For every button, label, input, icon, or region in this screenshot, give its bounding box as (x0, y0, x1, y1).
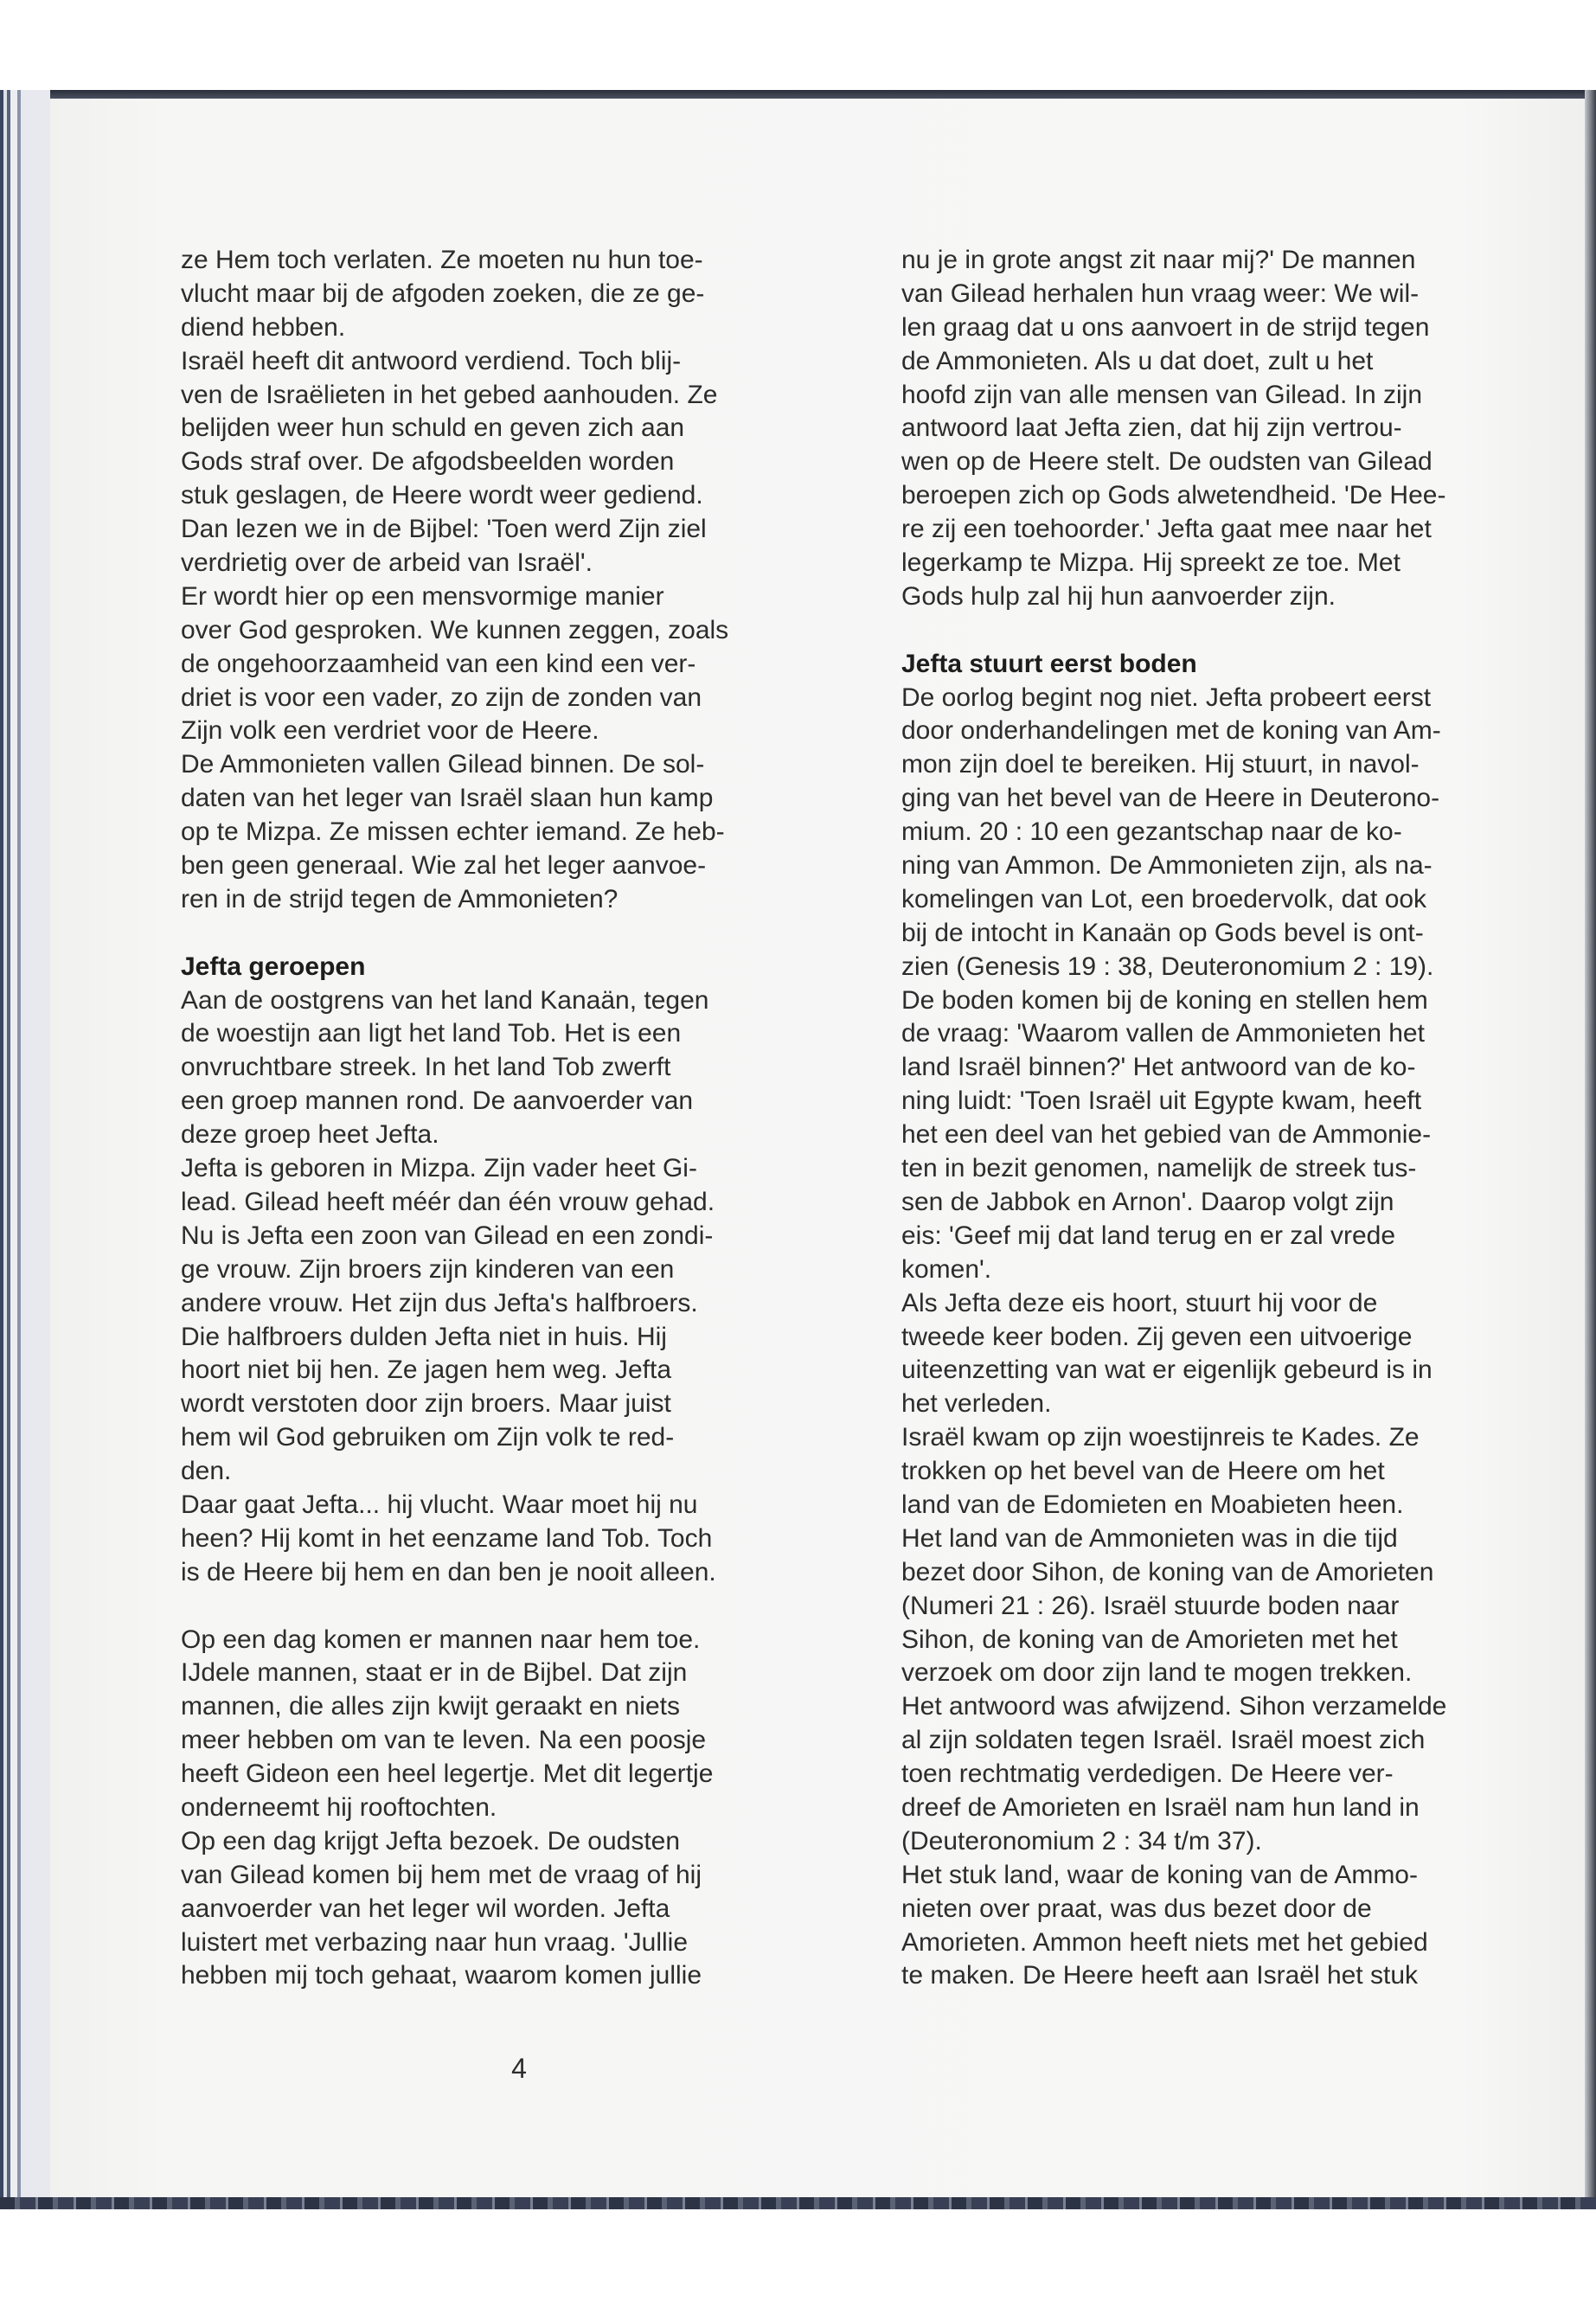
text-line: op te Mizpa. Ze missen echter iemand. Ze heb- (181, 817, 725, 847)
text-line: ten in bezit genomen, namelijk de streek tus- (901, 1154, 1417, 1183)
text-line: Zijn volk een verdriet voor de Heere. (181, 716, 599, 746)
text-line: zien (Genesis 19 : 38, Deuteronomium 2 : 19). (901, 952, 1434, 981)
page-number: 4 (511, 2053, 527, 2084)
text-line: nieten over praat, was dus bezet door de (901, 1894, 1372, 1923)
text-line: heeft Gideon een heel legertje. Met dit legertje (181, 1759, 714, 1789)
text-line: onvruchtbare streek. In het land Tob zwerft (181, 1053, 671, 1082)
text-line: Die halfbroers dulden Jefta niet in huis. Hij (181, 1322, 667, 1351)
text-line: ben geen generaal. Wie zal het leger aanvoe- (181, 851, 707, 881)
paragraph-gap (181, 917, 821, 951)
text-line: daten van het leger van Israël slaan hun kamp (181, 784, 714, 813)
text-line: De oorlog begint nog niet. Jefta probeert eerst (901, 683, 1432, 712)
text-line: Dan lezen we in de Bijbel: 'Toen werd Zijn ziel (181, 515, 707, 544)
text-line: Gods hulp zal hij hun aanvoerder zijn. (901, 581, 1336, 611)
text-line: hem wil God gebruiken om Zijn volk te red- (181, 1423, 675, 1452)
text-line: Op een dag krijgt Jefta bezoek. De oudsten (181, 1826, 681, 1856)
text-line: len graag dat u ons aanvoert in de strijd tegen (901, 312, 1430, 342)
text-line: door onderhandelingen met de koning van Am- (901, 716, 1441, 746)
text-line: Het antwoord was afwijzend. Sihon verzamelde (901, 1692, 1447, 1721)
text-line: te maken. De Heere heeft aan Israël het stuk (901, 1961, 1418, 1990)
text-line: andere vrouw. Het zijn dus Jefta's halfbroers. (181, 1288, 698, 1317)
section-heading: Jefta stuurt eerst boden (901, 649, 1197, 678)
paragraph-gap (181, 1590, 821, 1624)
text-line: bij de intocht in Kanaän op Gods bevel is ont- (901, 918, 1424, 947)
text-line: re zij een toehoorder.' Jefta gaat mee naar het (901, 515, 1432, 544)
text-line: (Deuteronomium 2 : 34 t/m 37). (901, 1826, 1262, 1856)
book-right-edge (1585, 90, 1596, 2205)
text-line: driet is voor een vader, zo zijn de zonden van (181, 683, 702, 712)
left-text-column (181, 244, 821, 1993)
text-line: Op een dag komen er mannen naar hem toe. (181, 1625, 701, 1654)
text-line: toen rechtmatig verdedigen. De Heere ver- (901, 1759, 1394, 1789)
section-heading: Jefta geroepen (181, 952, 366, 981)
text-line: Amorieten. Ammon heeft niets met het gebied (901, 1927, 1428, 1957)
text-line: Israël kwam op zijn woestijnreis te Kades. Ze (901, 1423, 1420, 1452)
text-line: (Numeri 21 : 26). Israël stuurde boden naar (901, 1591, 1400, 1620)
text-line: Daar gaat Jefta... hij vlucht. Waar moet hij nu (181, 1490, 698, 1519)
text-line: Sihon, de koning van de Amorieten met het (901, 1625, 1398, 1654)
text-line: ning van Ammon. De Ammonieten zijn, als na- (901, 851, 1433, 881)
text-line: Als Jefta deze eis hoort, stuurt hij voor de (901, 1288, 1378, 1317)
text-line: Het land van de Ammonieten was in die tijd (901, 1523, 1398, 1553)
text-line: beroepen zich op Gods alwetendheid. 'De Hee- (901, 481, 1446, 510)
text-line: meer hebben om van te leven. Na een poosje (181, 1726, 707, 1755)
text-line: deze groep heet Jefta. (181, 1120, 439, 1150)
text-line: ging van het bevel van de Heere in Deuterono- (901, 784, 1440, 813)
text-line: komelingen van Lot, een broedervolk, dat ook (901, 884, 1427, 913)
text-line: den. (181, 1457, 232, 1486)
text-line: al zijn soldaten tegen Israël. Israël moest zich (901, 1726, 1426, 1755)
text-line: mannen, die alles zijn kwijt geraakt en niets (181, 1692, 680, 1721)
text-line: wen op de Heere stelt. De oudsten van Gilead (901, 447, 1433, 477)
text-line: sen de Jabbok en Arnon'. Daarop volgt zijn (901, 1187, 1394, 1216)
text-line: Jefta is geboren in Mizpa. Zijn vader heet Gi- (181, 1154, 697, 1183)
book-page (50, 99, 1585, 2197)
text-line: luistert met verbazing naar hun vraag. 'Jullie (181, 1927, 689, 1957)
book-cover-top-edge (0, 90, 1596, 99)
text-line: Nu is Jefta een zoon van Gilead en een zondi- (181, 1221, 714, 1250)
text-line: het een deel van het gebied van de Ammonie- (901, 1120, 1432, 1150)
text-line: hoofd zijn van alle mensen van Gilead. In zijn (901, 380, 1423, 409)
text-line: het verleden. (901, 1389, 1052, 1419)
text-line: bezet door Sihon, de koning van de Amorieten (901, 1557, 1434, 1586)
text-line: mon zijn doel te bereiken. Hij stuurt, in navol- (901, 750, 1420, 779)
text-line: land van de Edomieten en Moabieten heen. (901, 1490, 1404, 1519)
text-line: ze Hem toch verlaten. Ze moeten nu hun toe- (181, 246, 703, 274)
text-line: de Ammonieten. Als u dat doet, zult u het (901, 346, 1374, 375)
text-line: belijden weer hun schuld en geven zich aan (181, 413, 685, 443)
text-line: de woestijn aan ligt het land Tob. Het is een (181, 1019, 682, 1048)
text-line: komen'. (901, 1254, 992, 1284)
text-line: ge vrouw. Zijn broers zijn kinderen van een (181, 1254, 675, 1284)
text-line: lead. Gilead heeft méér dan één vrouw gehad. (181, 1187, 715, 1216)
text-line: verzoek om door zijn land te mogen trekken. (901, 1658, 1413, 1688)
text-line: onderneemt hij rooftochten. (181, 1792, 497, 1822)
text-line: een groep mannen rond. De aanvoerder van (181, 1086, 694, 1116)
book-cover-bottom-edge (0, 2197, 1596, 2209)
paragraph-gap (901, 614, 1580, 648)
text-line: verdrietig over de arbeid van Israël'. (181, 548, 593, 578)
text-line: nu je in grote angst zit naar mij?' De mannen (901, 246, 1416, 274)
text-line: is de Heere bij hem en dan ben je nooit alleen. (181, 1557, 716, 1586)
text-line: stuk geslagen, de Heere wordt weer gediend. (181, 481, 703, 510)
text-line: aanvoerder van het leger wil worden. Jefta (181, 1894, 670, 1923)
text-line: Er wordt hier op een mensvormige manier (181, 581, 664, 611)
book-binding-edge (0, 90, 50, 2205)
text-line: diend hebben. (181, 312, 346, 342)
text-line: hoort niet bij hen. Ze jagen hem weg. Jefta (181, 1356, 672, 1385)
text-line: land Israël binnen?' Het antwoord van de ko- (901, 1053, 1416, 1082)
text-line: van Gilead komen bij hem met de vraag of hij (181, 1860, 702, 1889)
text-line: hebben mij toch gehaat, waarom komen jullie (181, 1961, 702, 1990)
text-line: uiteenzetting van wat er eigenlijk gebeurd is in (901, 1356, 1433, 1385)
text-line: dreef de Amorieten en Israël nam hun land in (901, 1792, 1420, 1822)
text-line: legerkamp te Mizpa. Hij spreekt ze toe. Met (901, 548, 1401, 578)
text-line: Aan de oostgrens van het land Kanaän, tegen (181, 985, 709, 1015)
text-line: van Gilead herhalen hun vraag weer: We wil- (901, 279, 1420, 308)
text-line: trokken op het bevel van de Heere om het (901, 1457, 1385, 1486)
scan-background-top (0, 0, 1596, 93)
text-line: De boden komen bij de koning en stellen hem (901, 985, 1428, 1015)
text-line: ning luidt: 'Toen Israël uit Egypte kwam, heeft (901, 1086, 1422, 1116)
text-line: Het stuk land, waar de koning van de Ammo- (901, 1860, 1418, 1889)
text-line: eis: 'Geef mij dat land terug en er zal vrede (901, 1221, 1396, 1250)
text-line: de ongehoorzaamheid van een kind een ver- (181, 649, 696, 678)
text-line: tweede keer boden. Zij geven een uitvoerige (901, 1322, 1413, 1351)
text-line: Israël heeft dit antwoord verdiend. Toch blij- (181, 346, 682, 375)
text-line: antwoord laat Jefta zien, dat hij zijn vertrou- (901, 413, 1402, 443)
scan-background-bottom (0, 2209, 1596, 2301)
text-line: ren in de strijd tegen de Ammonieten? (181, 884, 619, 913)
right-text-column (901, 244, 1580, 1993)
text-line: mium. 20 : 10 een gezantschap naar de ko- (901, 817, 1402, 847)
text-line: wordt verstoten door zijn broers. Maar juist (181, 1389, 671, 1419)
text-line: Gods straf over. De afgodsbeelden worden (181, 447, 675, 477)
text-line: IJdele mannen, staat er in de Bijbel. Dat zijn (181, 1658, 688, 1688)
text-line: de vraag: 'Waarom vallen de Ammonieten het (901, 1019, 1425, 1048)
text-line: ven de Israëlieten in het gebed aanhouden. Ze (181, 380, 718, 409)
text-line: De Ammonieten vallen Gilead binnen. De sol- (181, 750, 705, 779)
text-line: vlucht maar bij de afgoden zoeken, die ze ge- (181, 279, 705, 308)
text-line: heen? Hij komt in het eenzame land Tob. Toch (181, 1523, 713, 1553)
text-line: over God gesproken. We kunnen zeggen, zoals (181, 615, 729, 644)
